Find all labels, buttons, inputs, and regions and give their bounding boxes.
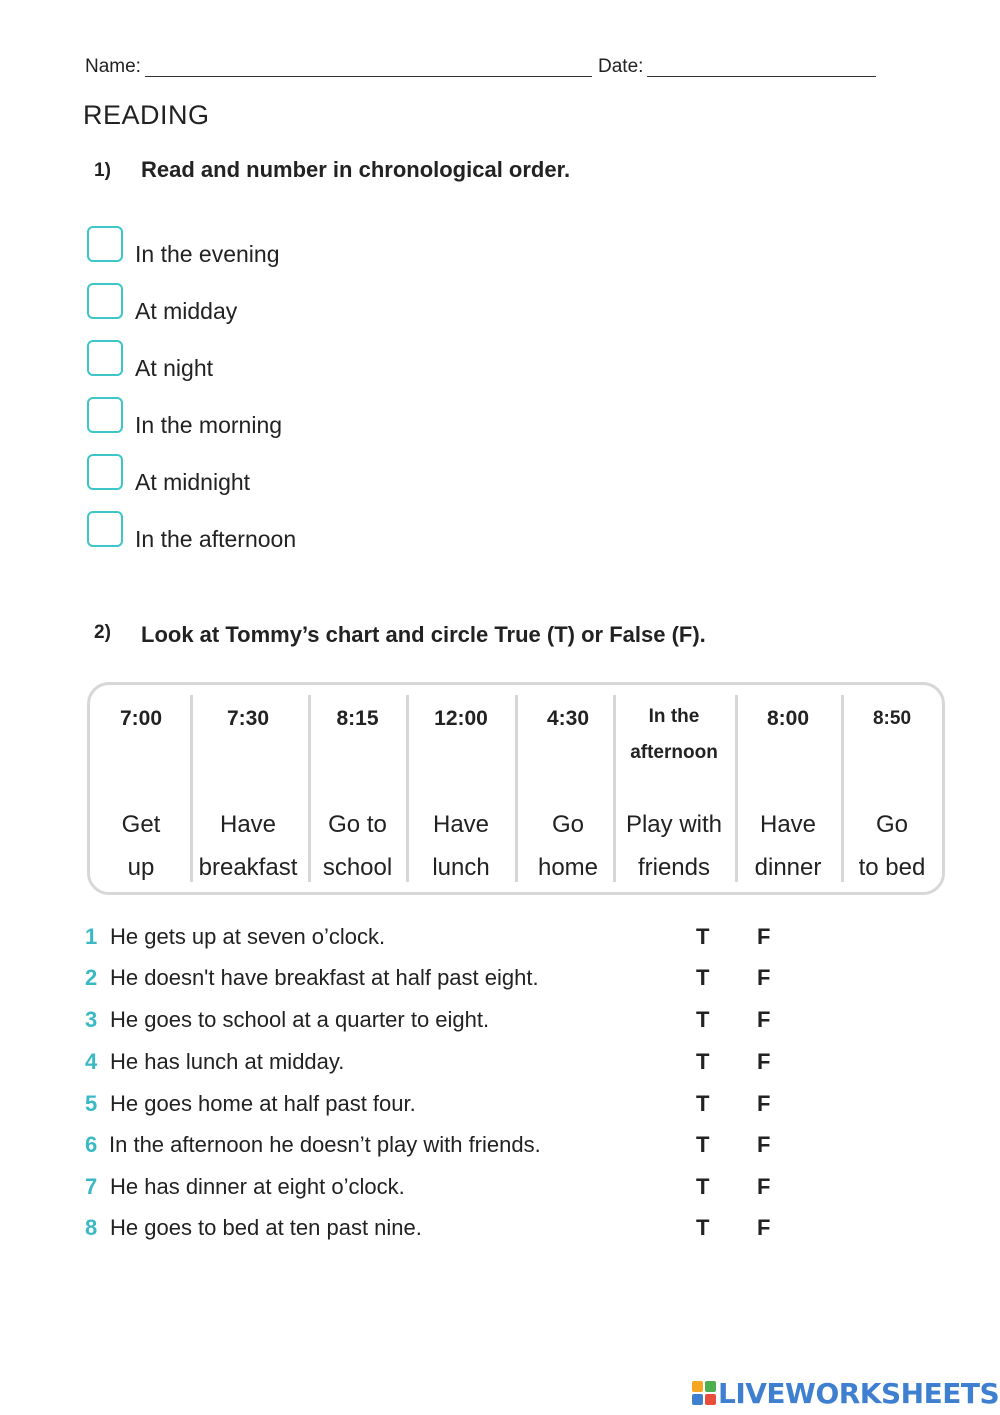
false-option[interactable]: F bbox=[757, 1007, 771, 1032]
false-option[interactable]: F bbox=[757, 1174, 771, 1199]
logo-text: LIVEWORKSHEETS bbox=[718, 1376, 1000, 1410]
tf-statement-row bbox=[85, 1085, 805, 1125]
q1-title: Read and number in chronological order. bbox=[141, 157, 571, 182]
chart-column bbox=[311, 685, 404, 892]
chart-column bbox=[409, 685, 513, 892]
chart-activity: Play with friends bbox=[625, 811, 723, 881]
order-item bbox=[85, 340, 485, 386]
chart-time: 4:30 bbox=[546, 707, 590, 730]
statement-number: 7 bbox=[85, 1174, 98, 1199]
order-number-box[interactable] bbox=[87, 340, 123, 376]
false-option[interactable]: F bbox=[757, 1132, 771, 1157]
statement-number: 1 bbox=[85, 924, 98, 949]
chart-time: In the afternoon bbox=[630, 706, 718, 763]
tf-statement-row bbox=[85, 959, 805, 999]
chart-column bbox=[518, 685, 618, 892]
tf-statement-row bbox=[85, 1168, 805, 1208]
false-option[interactable]: F bbox=[757, 1049, 771, 1074]
statement-number: 8 bbox=[85, 1215, 98, 1240]
false-option[interactable]: F bbox=[757, 965, 771, 990]
order-number-box[interactable] bbox=[87, 511, 123, 547]
chart-activity: Have breakfast bbox=[198, 811, 298, 881]
order-item-label: In the evening bbox=[135, 241, 280, 267]
tf-statement-row bbox=[85, 1043, 805, 1083]
date-field[interactable] bbox=[647, 76, 876, 77]
false-option[interactable]: F bbox=[757, 1215, 771, 1240]
chart-column bbox=[616, 685, 732, 892]
statement-text: He goes to bed at ten past nine. bbox=[110, 1215, 422, 1240]
chart-activity: Go to school bbox=[322, 811, 393, 881]
chart-column bbox=[738, 685, 838, 892]
chart-activity: Have lunch bbox=[432, 811, 490, 881]
statement-text: He goes to school at a quarter to eight. bbox=[110, 1007, 490, 1032]
true-option[interactable]: T bbox=[696, 1174, 710, 1199]
statement-number: 4 bbox=[85, 1049, 98, 1074]
order-item bbox=[85, 283, 485, 329]
q2-title: Look at Tommy’s chart and circle True (T) or False (F). bbox=[141, 622, 706, 647]
true-option[interactable]: T bbox=[696, 1132, 710, 1157]
name-label: Name: bbox=[85, 56, 141, 77]
order-item bbox=[85, 454, 485, 500]
chart-time: 8:00 bbox=[766, 707, 810, 730]
statement-text: He goes home at half past four. bbox=[110, 1091, 416, 1116]
chart-column bbox=[193, 685, 303, 892]
date-label: Date: bbox=[598, 56, 644, 77]
tf-statement-row bbox=[85, 1001, 805, 1041]
order-item-label: At midnight bbox=[135, 469, 251, 495]
chart-column bbox=[844, 685, 940, 892]
chart-time: 8:15 bbox=[336, 707, 379, 730]
chart-activity: Get up bbox=[121, 811, 161, 881]
chart-column bbox=[92, 685, 190, 892]
tf-statement-row bbox=[85, 1126, 805, 1166]
true-option[interactable]: T bbox=[696, 1049, 710, 1074]
q1-number: 1) bbox=[94, 160, 111, 181]
true-option[interactable]: T bbox=[696, 1091, 710, 1116]
statement-text: He gets up at seven o’clock. bbox=[110, 924, 386, 949]
chart-time: 7:00 bbox=[119, 707, 163, 730]
statement-number: 3 bbox=[85, 1007, 98, 1032]
order-item bbox=[85, 511, 485, 557]
false-option[interactable]: F bbox=[757, 1091, 771, 1116]
order-number-box[interactable] bbox=[87, 454, 123, 490]
chart-activity: Go to bed bbox=[858, 811, 926, 881]
order-item bbox=[85, 397, 485, 443]
order-number-box[interactable] bbox=[87, 226, 123, 262]
statement-number: 2 bbox=[85, 965, 98, 990]
false-option[interactable]: F bbox=[757, 924, 771, 949]
order-item-label: At midday bbox=[135, 298, 238, 324]
chart-time: 12:00 bbox=[434, 707, 488, 730]
statement-text: He doesn't have breakfast at half past eight. bbox=[110, 965, 539, 990]
true-option[interactable]: T bbox=[696, 965, 710, 990]
chart-activity: Go home bbox=[537, 811, 599, 881]
tommy-chart bbox=[87, 682, 945, 895]
order-number-box[interactable] bbox=[87, 397, 123, 433]
chart-activity: Have dinner bbox=[754, 811, 822, 881]
order-number-box[interactable] bbox=[87, 283, 123, 319]
liveworksheets-logo[interactable] bbox=[692, 1376, 999, 1410]
order-item bbox=[85, 226, 485, 272]
statement-number: 5 bbox=[85, 1091, 98, 1116]
chart-time: 7:30 bbox=[226, 707, 270, 730]
statement-text: He has dinner at eight o’clock. bbox=[110, 1174, 405, 1199]
tf-statement-row bbox=[85, 918, 805, 958]
true-option[interactable]: T bbox=[696, 1007, 710, 1032]
tf-statement-row bbox=[85, 1209, 805, 1249]
section-title: READING bbox=[83, 100, 210, 130]
chart-time: 8:50 bbox=[872, 708, 912, 729]
q2-number: 2) bbox=[94, 622, 111, 643]
name-field[interactable] bbox=[145, 76, 592, 77]
statement-number: 6 bbox=[85, 1132, 98, 1157]
order-item-label: In the afternoon bbox=[135, 526, 297, 552]
liveworksheets-logo-icon bbox=[692, 1381, 716, 1405]
statement-text: In the afternoon he doesn’t play with friends. bbox=[109, 1132, 541, 1157]
true-option[interactable]: T bbox=[696, 1215, 710, 1240]
true-option[interactable]: T bbox=[696, 924, 710, 949]
order-item-label: In the morning bbox=[135, 412, 283, 438]
statement-text: He has lunch at midday. bbox=[110, 1049, 345, 1074]
order-item-label: At night bbox=[135, 355, 213, 381]
